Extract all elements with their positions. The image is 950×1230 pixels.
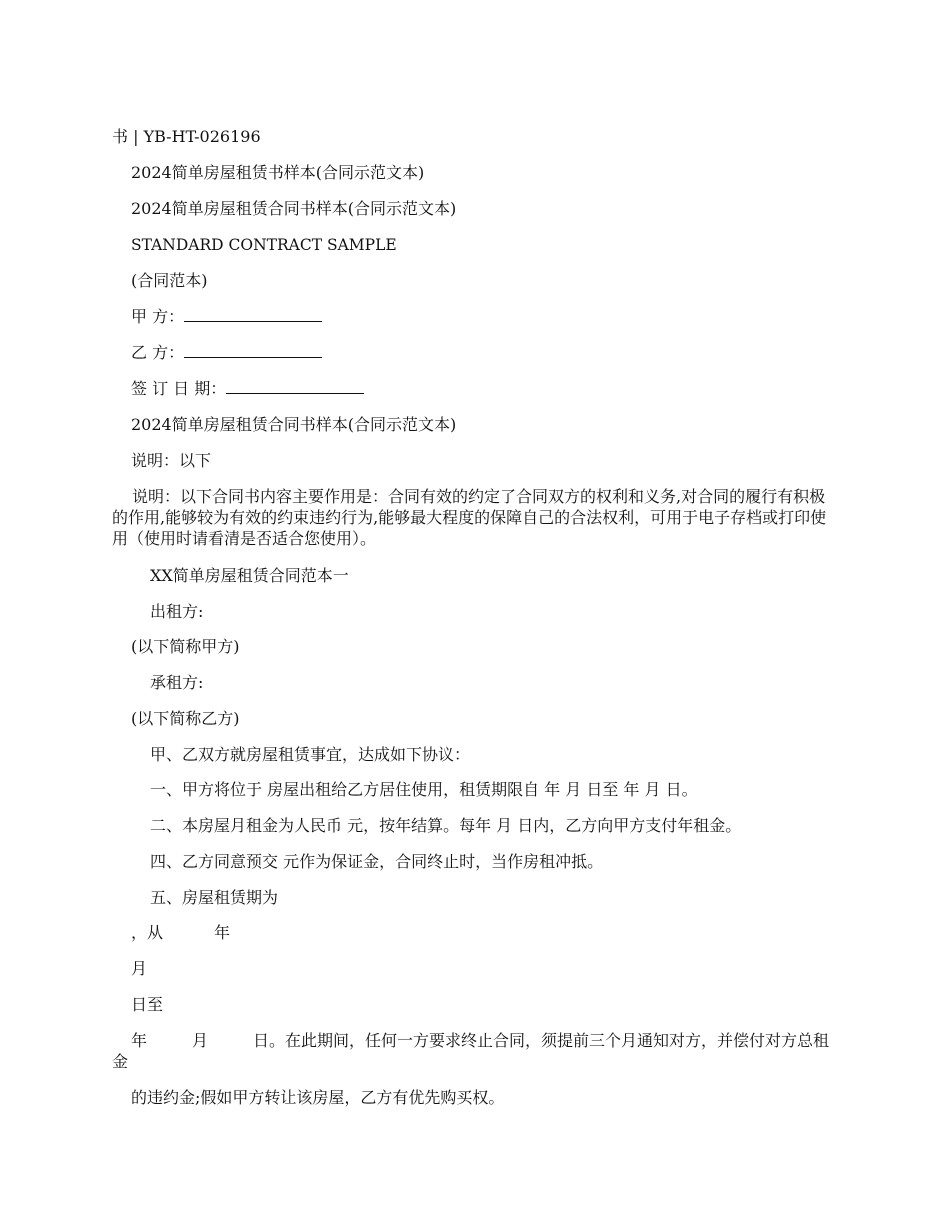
clause-2: 二、本房屋月租金为人民币 元，按年结算。每年 月 日内，乙方向甲方支付年租金。 [150, 816, 742, 835]
clause-4: 四、乙方同意预交 元作为保证金，合同终止时，当作房租冲抵。 [150, 852, 604, 871]
party-b-row [131, 343, 322, 363]
clause-1: 一、甲方将位于 房屋出租给乙方居住使用，租赁期限自 年 月 日至 年 月 日。 [150, 780, 698, 799]
party-a-row [131, 307, 322, 327]
party-a-blank [184, 307, 322, 322]
period-day-to: 日至 [131, 995, 164, 1014]
period-paragraph: 日。在此期间，任何一方要求终止合同，须提前三个月通知对方，并偿付对方总租金 [112, 1031, 830, 1071]
party-b-blank [184, 343, 322, 358]
sign-date-blank [226, 379, 364, 394]
lessee-note: (以下简称乙方) [131, 709, 240, 728]
period-month-1: 月 [131, 959, 148, 978]
header-code: 书 | YB-HT-026196 [112, 127, 261, 146]
period-year-1: 年 [214, 923, 231, 942]
title-line-1: 2024简单房屋租赁书样本(合同示范文本) [131, 163, 425, 182]
last-line: 的违约金;假如甲方转让该房屋，乙方有优先购买权。 [131, 1088, 505, 1107]
note-short: 说明：以下 [131, 451, 212, 470]
clause-5: 五、房屋租赁期为 [150, 888, 279, 907]
lessor-label: 出租方: [150, 602, 204, 621]
lessee-label: 承租方: [150, 673, 204, 692]
period-month-2: 月 [192, 1031, 209, 1050]
agreement-intro: 甲、乙双方就房屋租赁事宜，达成如下协议： [150, 745, 471, 764]
sample-heading: XX简单房屋租赁合同范本一 [150, 566, 349, 585]
lessor-note: (以下简称甲方) [131, 637, 240, 656]
title-line-2: 2024简单房屋租赁合同书样本(合同示范文本) [131, 199, 457, 218]
title-line-3: 2024简单房屋租赁合同书样本(合同示范文本) [131, 415, 457, 434]
note-paragraph: 说明：以下合同书内容主要作用是：合同有效的约定了合同双方的权利和义务,对合同的履行有积极的作用,能够较为有效的约束违约行为,能够最大程度的保障自己的合法权利，可用于电子存档或打印使用（使用时请看清是否适合您使用）。 [112, 487, 827, 548]
english-title: STANDARD CONTRACT SAMPLE [131, 236, 397, 254]
sample-tag: (合同范本) [131, 271, 208, 290]
party-a-label: 甲 方： [131, 307, 185, 326]
sign-date-label: 签 订 日 期： [131, 379, 227, 398]
period-year-2: 年 [131, 1031, 148, 1050]
sign-date-row [131, 379, 364, 399]
party-b-label: 乙 方： [131, 343, 185, 362]
period-from: ，从 [131, 923, 164, 942]
